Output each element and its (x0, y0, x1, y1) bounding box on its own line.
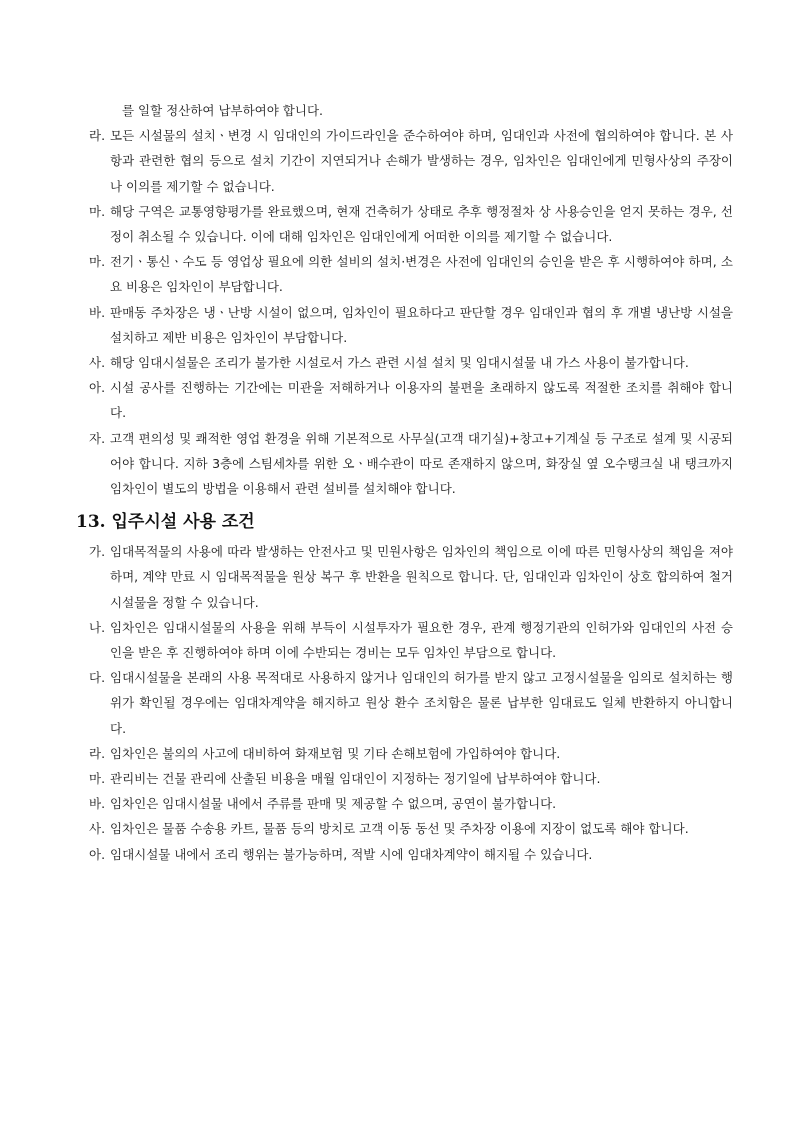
list-item (68, 249, 733, 299)
item-text: 판매동 주차장은 냉ㆍ난방 시설이 없으며, 임차인이 필요하다고 판단할 경우 임대인과 협의 후 개별 냉난방 시설을 설치하고 제반 비용은 임차인이 부담합니다. (110, 304, 733, 345)
item-marker: 자. (89, 430, 106, 446)
item-text: 임대시설물을 본래의 사용 목적대로 사용하지 않거나 임대인의 허가를 받지 않고 고정시설물을 임의로 설치하는 행위가 확인될 경우에는 임대차계약을 해지하고 원상 환수 조치함은 물론 납부한 임대료도 일체 반환하지 아니합니다. (110, 670, 733, 736)
item-marker: 마. (89, 254, 106, 270)
list-item (68, 791, 733, 816)
item-marker: 아. (89, 846, 106, 862)
item-text: 관리비는 건물 관리에 산출된 비용을 매월 임대인이 지정하는 정기일에 납부하여야 합니다. (110, 771, 601, 787)
item-text: 임차인은 물품 수송용 카트, 물품 등의 방치로 고객 이동 동선 및 주차장 이용에 지장이 없도록 해야 합니다. (110, 821, 689, 837)
continuation-text: 를 일할 정산하여 납부하여야 합니다. (122, 103, 323, 118)
item-text: 임대시설물 내에서 조리 행위는 불가능하며, 적발 시에 임대차계약이 해지될 수 있습니다. (110, 846, 593, 862)
item-marker: 라. (89, 128, 106, 144)
list-item (68, 842, 733, 867)
item-marker: 사. (89, 821, 106, 837)
section-13-list (68, 539, 733, 867)
item-marker: 바. (89, 304, 106, 320)
item-marker: 사. (89, 355, 106, 371)
list-item (68, 300, 733, 350)
list-item (68, 350, 733, 375)
item-text: 전기ㆍ통신ㆍ수도 등 영업상 필요에 의한 설비의 설치·변경은 사전에 임대인의 승인을 받은 후 시행하여야 하며, 소요 비용은 임차인이 부담합니다. (110, 254, 733, 295)
list-item (68, 375, 733, 425)
list-item (68, 665, 733, 741)
list-item (68, 199, 733, 249)
item-marker: 마. (89, 203, 106, 219)
item-text: 임차인은 임대시설물의 사용을 위해 부득이 시설투자가 필요한 경우, 관계 행정기관의 인허가와 임대인의 사전 승인을 받은 후 진행하여야 하며 이에 수반되는 경비는 모두 임차인 부담으로 합니다. (110, 619, 733, 661)
item-marker: 나. (89, 619, 106, 635)
item-text: 시설 공사를 진행하는 기간에는 미관을 저해하거나 이용자의 불편을 초래하지 않도록 적절한 조치를 취해야 합니다. (110, 380, 733, 421)
list-item (68, 539, 733, 615)
item-text: 임차인은 임대시설물 내에서 주류를 판매 및 제공할 수 없으며, 공연이 불가합니다. (110, 796, 557, 812)
item-text: 임대목적물의 사용에 따라 발생하는 안전사고 및 민원사항은 임차인의 책임으로 이에 따른 민형사상의 책임을 져야하며, 계약 만료 시 임대목적물을 원상 복구 후 반환을 원칙으로 합니다. 단, 임대인과 임차인이 상호 합의하여 철거시설물을 정할 수 있습니다. (110, 544, 733, 610)
item-marker: 가. (89, 544, 106, 560)
item-marker: 라. (89, 745, 106, 761)
item-text: 고객 편의성 및 쾌적한 영업 환경을 위해 기본적으로 사무실(고객 대기실)+창고+기계실 등 구조로 설계 및 시공되어야 합니다. 지하 3층에 스팀세차를 위한 오ㆍ배수관이 따로 존재하지 않으며, 화장실 옆 오수탱크실 내 탱크까지 임차인이 별도의 방법을 이용해서 관련 설비를 설치해야 합니다. (110, 430, 733, 497)
list-item (68, 816, 733, 841)
item-marker: 마. (89, 771, 106, 787)
item-marker: 바. (89, 796, 106, 812)
list-item (68, 615, 733, 665)
section-heading: 13. 입주시설 사용 조건 (76, 512, 255, 533)
list-item (68, 123, 733, 199)
list-item (68, 766, 733, 791)
item-text: 해당 구역은 교통영향평가를 완료했으며, 현재 건축허가 상태로 추후 행정절차 상 사용승인을 얻지 못하는 경우, 선정이 취소될 수 있습니다. 이에 대해 임차인은 임대인에게 어떠한 이의를 제기할 수 없습니다. (110, 203, 733, 245)
item-text: 모든 시설물의 설치ㆍ변경 시 임대인의 가이드라인을 준수하여야 하며, 임대인과 사전에 협의하여야 합니다. 본 사항과 관련한 협의 등으로 설치 기간이 지연되거나 손해가 발생하는 경우, 임차인은 임대인에게 민형사상의 주장이나 이의를 제기할 수 없습니다. (110, 128, 733, 194)
list-item (68, 426, 733, 502)
item-text: 해당 임대시설물은 조리가 불가한 시설로서 가스 관련 시설 설치 및 임대시설물 내 가스 사용이 불가합니다. (110, 355, 689, 371)
item-text: 임차인은 불의의 사고에 대비하여 화재보험 및 기타 손해보험에 가입하여야 합니다. (110, 745, 561, 761)
item-marker: 다. (89, 670, 106, 686)
list-item (68, 741, 733, 766)
previous-section-list (68, 123, 733, 501)
item-marker: 아. (89, 380, 106, 396)
